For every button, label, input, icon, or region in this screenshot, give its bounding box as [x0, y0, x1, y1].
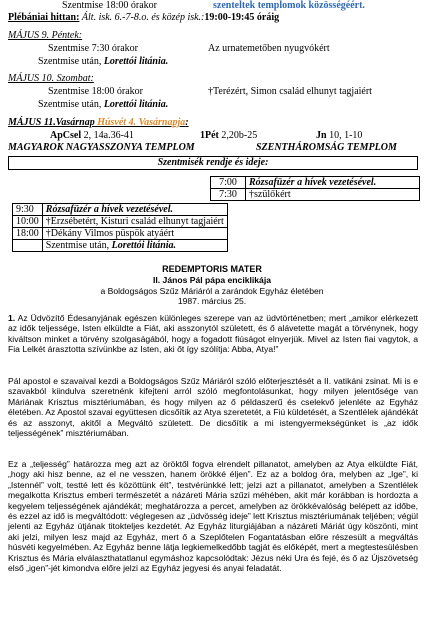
event-cell: †szülőkért — [246, 189, 420, 201]
article-subtitle: II. János Pál pápa enciklikája — [153, 275, 271, 285]
after-mass-text: Szentmise után, — [45, 240, 112, 251]
article-title: REDEMPTORIS MATER — [162, 264, 262, 274]
table-row — [211, 189, 420, 201]
table-row — [13, 228, 228, 240]
time-cell: 18:00 — [13, 228, 43, 240]
reading-1 — [50, 130, 134, 142]
church-left: MAGYAROK NAGYASSZONYA TEMPLOM — [8, 142, 195, 153]
table-row — [13, 204, 228, 216]
paragraph-3: Ez a „teljesség” határozza meg azt az öröktől fogva elrendelt pillanatot, amelyben az Atya elküldte Fiát, „hogy aki hisz benne, az el ne vesszen, hanem örökké éljen”. Ez az a boldog óra, melyben az „Ige”, ki „Istennél” volt, testté lett és közöttünk élt”, testvérünkké lett; jelzi azt a pillanatot, amelyben a Szentlélek megalkotta Krisztus emberi természetét a názáreti Mária szűzi méhében, akit már korábban is hordozta a kegyelem teljességének ajándékát; meghatározza a percet, amelyben az örökkévalóság belépett az időbe, és ezzel az idő is megváltódott: véglegesen az „üdvösség ideje” lett Krisztus misztériumának teljében; végül jelenti az Egyház útjának titokteljes kezdetét. Az Egyház liturgiájában a názáreti Máriát úgy köszönti, mint aki jelzi, milyen lesz majd az Egyház, mert ő a Szeplőtelen Fogantatásban előre részesült a megváltás húsvéti kegyelmében. Az Egyház benne látja legkiemelkedőbb tagját és előképét, mert a megtestesülésben Krisztus és Mária elválaszthatatlanul egymáshoz kapcsolódtak: Jézus néki Ura és fejé, és ő az Újszövetség első „igen”-jét kimondva előre jelzi az Egyház jegyesi és anyai feladatát. — [8, 459, 418, 574]
reading-2-book: 1Pét — [200, 130, 219, 141]
sunday-feast: Húsvét 4. Vasárnapja — [97, 117, 186, 128]
may10-heading: MÁJUS 10. Szombat: — [8, 73, 94, 84]
table-row — [13, 240, 228, 252]
plebania-label: Plébániai hittan: — [8, 12, 80, 23]
litany-text: Lorettói litánia. — [103, 99, 169, 110]
event-cell: Rózsafüzér a hívek vezetésével. — [246, 177, 420, 189]
time-cell: 10:00 — [13, 216, 43, 228]
event-cell: Rózsafüzér a hívek vezetésével. — [42, 204, 227, 216]
after-mass-text: Szentmise után, — [38, 56, 104, 67]
left-schedule — [12, 203, 228, 252]
plebania-hittan-line — [8, 12, 279, 24]
reading-1-ref: 2, 14a.36-41 — [81, 130, 134, 141]
after-mass-text: Szentmise után, — [38, 99, 104, 110]
may10-mass: Szentmise 18:00 órakor — [48, 86, 143, 97]
time-cell: 9:30 — [13, 204, 43, 216]
table-row — [13, 216, 228, 228]
paragraph-1-text: Az Üdvözítő Édesanyjának egészen különleges szerepe van az üdvtörténetben; mert „amikor elérkezett az idők teljessége, Isten elküldte a Fiát, aki asszonytól született, és ő alávetette magát a törvénynek, hogy kiváltson minket a törvény szolgaságából, hogy a fogadott fiúságot elnyerjük. Mivel az Isten fiai vagytok, a Fia Lelkét árasztotta szívünkbe az Isten, aki őt így szólítja: Abba, Atya!” — [8, 313, 418, 355]
table-row — [211, 177, 420, 189]
time-cell — [13, 240, 43, 252]
reading-2-ref: 2,20b-25 — [218, 130, 258, 141]
mass-time-line: Szentmise 18:00 órakor — [62, 0, 157, 11]
may9-intention: Az urnatemetőben nyugvókért — [208, 43, 330, 54]
right-schedule — [210, 176, 420, 201]
reading-3 — [316, 130, 362, 142]
paragraph-1 — [8, 313, 418, 355]
article-line3: a Boldogságos Szűz Máriáról a zarándok Egyház életében — [100, 286, 324, 296]
church-right: SZENTHÁROMSÁG TEMPLOM — [256, 142, 397, 153]
may9-heading: MÁJUS 9. Péntek: — [8, 30, 83, 41]
event-cell — [42, 240, 227, 252]
reading-1-book: ApCsel — [50, 130, 82, 141]
reading-3-ref: 10, 1-10 — [326, 130, 363, 141]
may10-after — [38, 99, 168, 111]
mass-intention: szenteltek templomok közösségéért. — [213, 0, 365, 11]
event-cell: †Erzsébetért, Kisturi család elhunyt tagjaiért — [42, 216, 227, 228]
sunday-heading — [8, 117, 189, 129]
article-date: 1987. március 25. — [177, 296, 247, 306]
sunday-date: MÁJUS 11.Vasárnap — [8, 117, 95, 128]
litany-text: Lorettói litánia. — [103, 56, 169, 67]
litany-text: Lorettói litánia. — [111, 240, 177, 251]
may9-mass: Szentmise 7:30 órakor — [48, 43, 138, 54]
time-cell: 7:00 — [211, 177, 246, 189]
may9-after — [38, 56, 168, 68]
paragraph-2: Pál apostol e szavaival kezdi a Boldogságos Szűz Máriáról szóló előterjesztését a II. vatikáni zsinat. Mi is e szavakból kiindulva szeretnénk kifejteni arról szóló megfontolásunkat, hogy milyen jelentősége van Máriának Krisztus misztériumában, és hogy milyen az ő példaszerű és cselekvő jelenléte az Egyház életében. Az Apostol szavai együttesen dicsőítik az Atya szeretetét, a Fiú küldetését, a Szentlélek ajándékát és az asszonyt, akitől a Megváltó született. De dicsőítik a mi istengyermekségünket is „az idők teljességének” misztériumában. — [8, 376, 418, 439]
paragraph-number: 1. — [8, 313, 16, 323]
sunday-colon: : — [185, 117, 189, 128]
plebania-text: Ált. isk. 6.-7-8.o. és közép isk.: — [79, 12, 205, 23]
reading-3-book: Jn — [316, 130, 327, 141]
reading-2 — [200, 130, 257, 142]
time-cell: 7:30 — [211, 189, 246, 201]
event-cell: †Dékány Vilmos püspök atyáért — [42, 228, 227, 240]
schedule-header: Szentmisék rendje és ideje: — [8, 156, 418, 170]
plebania-time: 19:00-19:45 óráig — [204, 12, 280, 23]
may10-intention: †Terézért, Simon család elhunyt tagjaiért — [208, 86, 372, 97]
